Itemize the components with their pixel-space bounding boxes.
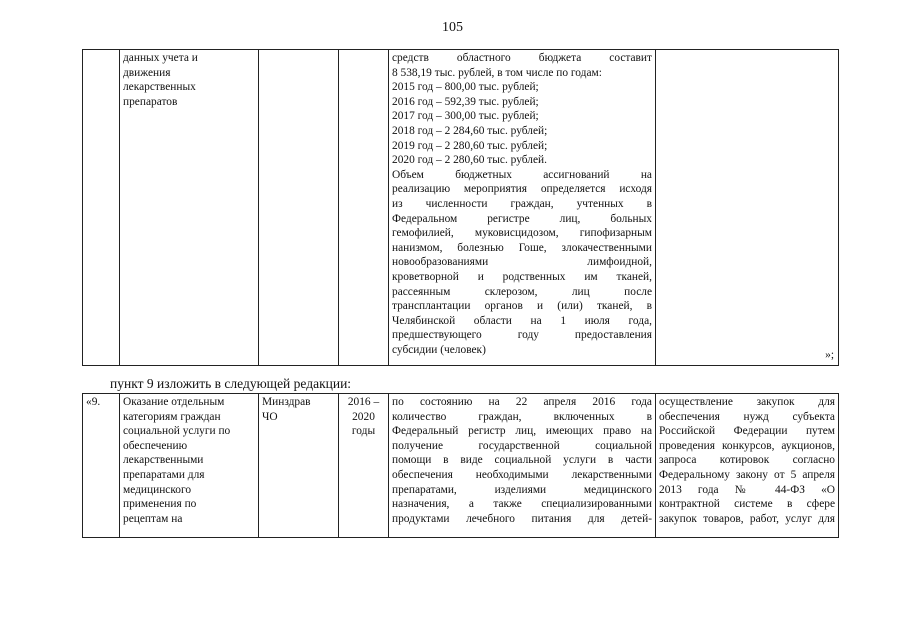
text-line: 2015 год – 800,00 тыс. рублей; bbox=[392, 81, 539, 94]
text-line: получение государственной социальной bbox=[392, 439, 652, 452]
item-number-cell bbox=[83, 394, 120, 538]
item-period-text bbox=[342, 395, 385, 439]
text-line: новообразованиями лимфоидной, bbox=[392, 256, 652, 269]
text-line: данных учета и bbox=[123, 52, 198, 64]
table1-period-cell bbox=[339, 50, 389, 366]
item-executor-cell bbox=[259, 394, 339, 538]
table-end-quote: »; bbox=[825, 349, 834, 362]
text-line: реализацию мероприятия определяется исходя bbox=[392, 183, 652, 196]
text-line: движения bbox=[123, 66, 171, 79]
text-line: препаратов bbox=[123, 95, 178, 108]
text-line: из численности граждан, учтенных в bbox=[392, 197, 652, 210]
table1-method-cell bbox=[656, 50, 839, 366]
item-description-text bbox=[392, 395, 652, 526]
text-line: обеспечению bbox=[123, 439, 188, 452]
item-description-cell bbox=[389, 394, 656, 538]
item-name-text bbox=[123, 395, 255, 526]
table1-name-cell bbox=[120, 50, 259, 366]
text-line: 2018 год – 2 284,60 тыс. рублей; bbox=[392, 124, 548, 137]
text-line: средств областного бюджета составит bbox=[392, 52, 652, 64]
text-line: Объем бюджетных ассигнований на bbox=[392, 168, 652, 181]
text-line: нанизмом, болезнью Гоше, злокачественными bbox=[392, 241, 652, 254]
text-line: контрактной системе в сфере bbox=[659, 498, 835, 511]
text-line: предшествующего году предоставления bbox=[392, 329, 652, 342]
text-line: препаратами для bbox=[123, 468, 205, 481]
text-line: 2016 год – 592,39 тыс. рублей; bbox=[392, 95, 539, 108]
table1-description-cell bbox=[389, 50, 656, 366]
text-line: 2019 год – 2 280,60 тыс. рублей; bbox=[392, 139, 548, 152]
text-line: осуществление закупок для bbox=[659, 396, 835, 408]
text-line: Челябинской области на 1 июля года, bbox=[392, 314, 652, 327]
text-line: Минздрав bbox=[262, 396, 311, 408]
text-line: годы bbox=[351, 425, 376, 438]
text-line: Оказание отдельным bbox=[123, 396, 225, 408]
text-line: кроветворной и родственных им тканей, bbox=[392, 270, 652, 283]
text-line: рецептам на bbox=[123, 512, 183, 525]
item-name-cell bbox=[120, 394, 259, 538]
text-line: трансплантации органов и (или) тканей, в bbox=[392, 300, 652, 313]
text-line: препаратами, изделиями медицинского bbox=[392, 483, 652, 496]
text-line: применения по bbox=[123, 498, 197, 511]
text-line: ЧО bbox=[262, 410, 278, 423]
text-line: 8 538,19 тыс. рублей, в том числе по годам: bbox=[392, 66, 602, 79]
item-executor-text bbox=[262, 395, 335, 424]
text-line: запроса котировок согласно bbox=[659, 454, 835, 467]
text-line: 2020 bbox=[352, 410, 375, 423]
item-number: «9. bbox=[86, 396, 101, 408]
amendment-instruction: пункт 9 изложить в следующей редакции: bbox=[110, 376, 352, 391]
text-line: 2013 года № 44-ФЗ «О bbox=[659, 483, 835, 496]
text-line: 2016 – bbox=[347, 396, 380, 408]
text-line: гемофилией, муковисцидозом, гипофизарным bbox=[392, 227, 652, 240]
item-period-cell bbox=[339, 394, 389, 538]
text-line: лекарственных bbox=[123, 81, 196, 94]
text-line: количество граждан, включенных в bbox=[392, 410, 652, 423]
text-line: обеспечения необходимыми лекарственными bbox=[392, 468, 652, 481]
text-line: продуктами лечебного питания для детей- bbox=[392, 512, 652, 525]
text-line: проведения конкурсов, аукционов, bbox=[659, 439, 835, 452]
text-line: медицинского bbox=[123, 483, 192, 496]
table1-executor-cell bbox=[259, 50, 339, 366]
text-line: Федеральному закону от 5 апреля bbox=[659, 468, 835, 481]
text-line: Федеральный регистр лиц, имеющих право на bbox=[392, 425, 652, 438]
item-method-text bbox=[659, 395, 835, 526]
text-line: субсидии (человек) bbox=[392, 343, 486, 356]
text-line: помощи в виде социальной услуги в части bbox=[392, 454, 652, 467]
continuation-table bbox=[82, 49, 839, 366]
table1-description-text bbox=[392, 51, 652, 357]
item-method-cell bbox=[656, 394, 839, 538]
text-line: лекарственными bbox=[123, 454, 204, 467]
text-line: 2017 год – 300,00 тыс. рублей; bbox=[392, 110, 539, 123]
item-9-table bbox=[82, 393, 839, 538]
text-line: Российской Федерации путем bbox=[659, 425, 835, 438]
text-line: категориям граждан bbox=[123, 410, 221, 423]
text-line: 2020 год – 2 280,60 тыс. рублей. bbox=[392, 154, 547, 167]
text-line: Федеральном регистре лиц, больных bbox=[392, 212, 652, 225]
table1-name-text bbox=[123, 51, 255, 109]
text-line: по состоянию на 22 апреля 2016 года bbox=[392, 396, 652, 408]
text-line: обеспечения нужд субъекта bbox=[659, 410, 835, 423]
page-number: 105 bbox=[442, 20, 463, 35]
text-line: рассеянным склерозом, лиц после bbox=[392, 285, 652, 298]
text-line: социальной услуги по bbox=[123, 425, 231, 438]
text-line: закупок товаров, работ, услуг для bbox=[659, 512, 835, 525]
table1-number-cell bbox=[83, 50, 120, 366]
text-line: назначения, а также специализированными bbox=[392, 498, 652, 511]
